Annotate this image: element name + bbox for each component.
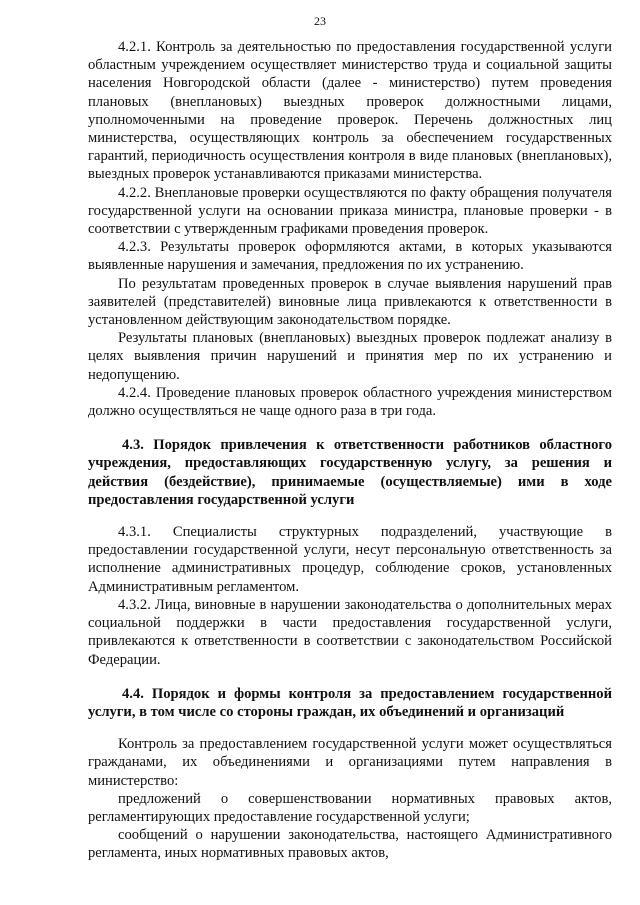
paragraph-proposals: предложений о совершенствовании нормативных правовых актов, регламентирующих предоставление государственной услуги; (88, 790, 612, 825)
section-heading-4-3: 4.3. Порядок привлечения к ответственности работников областного учреждения, предоставляющих государственную услугу, за решения и действия (бездействие), принимаемые (осуществляемые) ими в ходе предоставления государственной услуги (88, 437, 612, 508)
paragraph-violations: По результатам проведенных проверок в случае выявления нарушений прав заявителей (представителей) виновные лица привлекаются к ответственности в установленном действующим законодательством порядке. (88, 275, 612, 329)
paragraph-4-3-1: 4.3.1. Специалисты структурных подразделений, участвующие в предоставлении государственной услуги, несут персональную ответственность за исполнение административных процедур, соблюдение сроков, установленных Административным регламентом. (88, 524, 612, 595)
paragraph-citizen-control: Контроль за предоставлением государственной услуги может осуществляться гражданами, их объединениями и организациями путем направления в министерство: (88, 736, 612, 789)
document-body (88, 38, 612, 863)
section-heading-4-4: 4.4. Порядок и формы контроля за предоставлением государственной услуги, в том числе со стороны граждан, их объединений и организаций (88, 685, 612, 720)
paragraph-4-2-3: 4.2.3. Результаты проверок оформляются актами, в которых указываются выявленные нарушения и замечания, предложения по их устранению. (88, 239, 612, 274)
page-number: 23 (314, 14, 326, 28)
paragraph-results-analysis: Результаты плановых (внеплановых) выездных проверок подлежат анализу в целях выявления причин нарушений и принятия мер по их устранению и недопущению. (88, 330, 612, 383)
paragraph-4-2-1: 4.2.1. Контроль за деятельностью по предоставления государственной услуги областным учреждением осуществляет министерство труда и социальной защиты населения Новгородской области (далее - министерство) путем проведения плановых (внеплановых) выездных проверок должностными лицами, уполномоченными на проведение проверок. Перечень должностных лиц министерства, осуществляющих контроль за обеспечением государственных гарантий, периодичность осуществления контроля в виде плановых (внеплановых), выездных проверок устанавливаются приказами министерства. (88, 39, 612, 183)
paragraph-reports: сообщений о нарушении законодательства, настоящего Административного регламента, иных нормативных правовых актов, (88, 827, 612, 862)
paragraph-4-3-2: 4.3.2. Лица, виновные в нарушении законодательства о дополнительных мерах социальной поддержки в части предоставления государственной услуги, привлекаются к ответственности в соответствии с законодательством Российской Федерации. (88, 596, 612, 668)
paragraph-4-2-4: 4.2.4. Проведение плановых проверок областного учреждения министерством должно осуществляться не чаще одного раза в три года. (88, 384, 612, 420)
paragraph-4-2-2: 4.2.2. Внеплановые проверки осуществляются по факту обращения получателя государственной услуги на основании приказа министра, плановые проверки - в соответствии с утвержденным графиками проведения проверок. (88, 184, 612, 238)
